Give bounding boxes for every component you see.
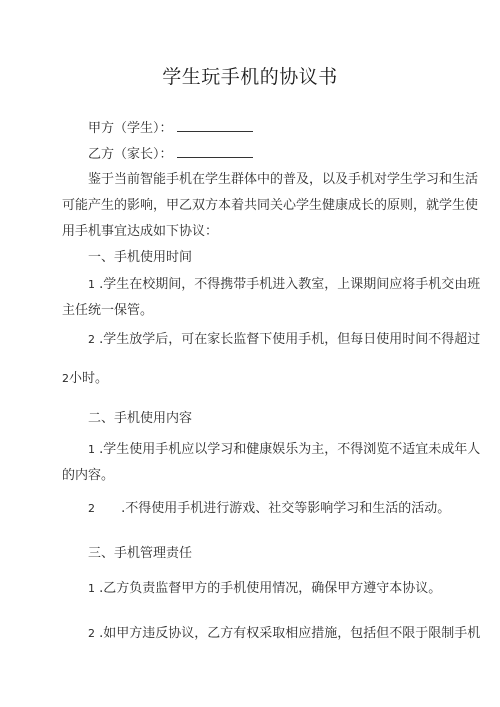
clause-2-1-line-1	[88, 441, 480, 459]
section-heading-3: 三、手机管理责任	[88, 546, 193, 561]
party-a-blank	[177, 119, 253, 132]
document-title: 学生玩手机的协议书	[162, 66, 338, 88]
tail-text: 小时。	[69, 371, 109, 386]
clause-text: .学生使用手机应以学习和健康娱乐为主，不得浏览不适宜未成年人	[99, 442, 481, 457]
party-b-line	[88, 145, 253, 164]
clause-3-1-line-1	[88, 580, 441, 598]
clause-number: 1	[88, 278, 95, 291]
clause-3-2-line-1	[88, 625, 480, 643]
party-b-label: 乙方（家长）：	[88, 147, 173, 162]
clause-1-2-line-2	[62, 370, 108, 388]
clause-text: .学生放学后，可在家长监督下使用手机，但每日使用时间不得超过	[99, 332, 481, 347]
clause-1-1-line-2: 主任统一保管。	[62, 303, 154, 318]
clause-1-1-line-1	[88, 276, 480, 294]
clause-text: .乙方负责监督甲方的手机使用情况，确保甲方遵守本协议。	[99, 581, 442, 596]
party-a-line	[88, 119, 253, 138]
clause-text: .学生在校期间，不得携带手机进入教室，上课期间应将手机交由班	[99, 277, 481, 292]
clause-2-2-line-1	[88, 500, 450, 518]
intro-line-3: 用手机事宜达成如下协议：	[62, 224, 219, 239]
intro-line-1: 鉴于当前智能手机在学生群体中的普及，以及手机对学生学习和生活	[88, 172, 479, 187]
clause-number: 1	[88, 443, 95, 456]
clause-1-2-line-1	[88, 331, 480, 349]
section-heading-2: 二、手机使用内容	[88, 411, 193, 426]
clause-2-1-line-2: 的内容。	[62, 468, 115, 483]
clause-text: .不得使用手机进行游戏、社交等影响学习和生活的活动。	[121, 501, 451, 516]
tail-number: 2	[62, 372, 69, 385]
party-a-label: 甲方（学生）：	[88, 121, 173, 136]
section-heading-1: 一、手机使用时间	[88, 250, 193, 265]
clause-number: 2	[88, 627, 95, 640]
party-b-blank	[177, 145, 253, 158]
clause-number: 1	[88, 582, 95, 595]
intro-line-2: 可能产生的影响，甲乙双方本着共同关心学生健康成长的原则，就学生使	[62, 198, 479, 213]
clause-number: 2	[88, 502, 95, 515]
clause-text: .如甲方违反协议，乙方有权采取相应措施，包括但不限于限制手机	[99, 626, 481, 641]
clause-number: 2	[88, 333, 95, 346]
